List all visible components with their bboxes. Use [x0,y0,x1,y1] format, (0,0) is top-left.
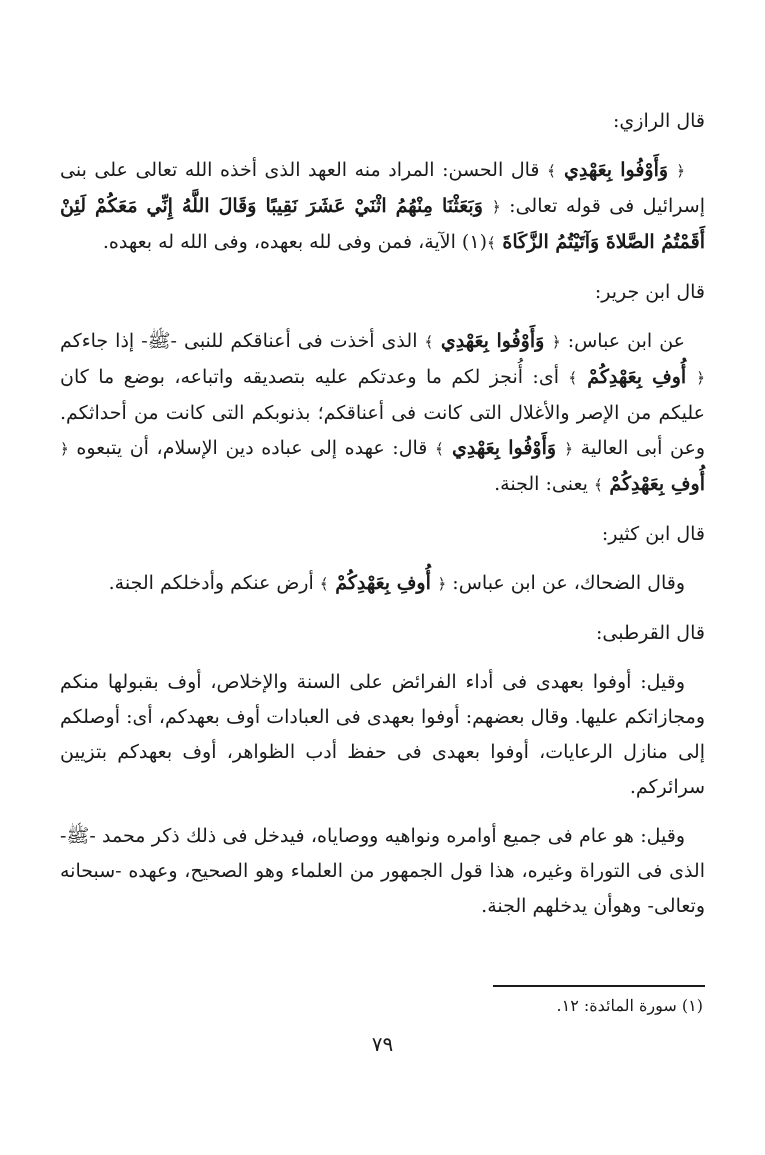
text-run: وقيل: أوفوا بعهدى فى أداء الفرائض على السنة والإخلاص، أوف بقبولها منكم ومجازاتكم عليها. وقال بعضهم: أوفوا بعهدى فى العبادات أوف بعهدكم، أى: أوصلكم إلى منازل الرعايات، أوفوا بعهدى فى حفظ أدب الظواهر، أوف بعهدكم بتزيين سرائركم. [60,671,705,798]
section-heading: قال القرطبى: [596,622,705,644]
paragraph [60,665,705,805]
paragraph [60,566,705,602]
page-body [60,104,705,924]
quran-bracket: ﴾ [593,476,603,494]
text-run: قال الحسن: المراد منه العهد الذى أخذه الله تعالى على بنى إسرائيل فى قوله تعالى: [60,159,705,217]
quran-bracket: ﴿ [696,369,706,387]
quran-verse: أُوفِ بِعَهْدِكُمْ [328,572,438,594]
text-run: أرض عنكم وأدخلكم الجنة. [108,572,320,594]
paragraph [60,153,705,261]
paragraph [60,819,705,924]
footnote: (١) سورة المائدة: ١٢. [556,996,703,1015]
quran-bracket: ﴾ [319,575,329,593]
quran-bracket: ﴿ [60,440,69,458]
quran-bracket: ﴿ [437,575,447,593]
text-run: (١) الآية، فمن وفى لله بعهده، وفى الله له بعهده. [102,231,487,253]
quran-verse: أُوفِ بِعَهْدِكُمْ [602,473,705,495]
quran-verse: وَأَوْفُوا بِعَهْدِي [443,437,565,459]
text-run: وقال الضحاك، عن ابن عباس: [446,572,685,594]
quran-verse: وَأَوْفُوا بِعَهْدِي [433,330,552,352]
footnote-divider [493,985,705,987]
section-heading: قال ابن كثير: [601,523,705,545]
quran-bracket: ﴾ [486,234,496,252]
quran-verse: أُوفِ بِعَهْدِكُمْ [577,366,697,388]
quran-bracket: ﴾ [424,333,434,351]
section-heading: قال ابن جرير: [594,281,705,303]
page-number: ٧٩ [371,1032,394,1056]
quran-bracket: ﴾ [547,162,556,180]
paragraph [60,324,705,503]
quran-verse: وَأَوْفُوا بِعَهْدِي [555,159,677,181]
text-run: الذى أخذت فى أعناقكم للنبى -ﷺ- إذا جاءكم [60,330,425,352]
quran-bracket: ﴿ [551,333,561,351]
quran-bracket: ﴾ [435,440,444,458]
section-heading: قال الرازي: [613,110,705,132]
quran-bracket: ﴿ [564,440,574,458]
text-run: يعنى: الجنة. [494,473,594,495]
text-run: أى: أُنجز لكم ما وعدتكم عليه بتصديقه واتباعه، بوضع ما كان عليكم من الإصر والأغلال التى كانت فى أعناقكم؛ بذنوبكم التى كانت من أحداثكم. وعن أبى العالية [60,366,705,459]
quran-verse: وَبَعَثْنَا مِنْهُمُ اثْنَيْ عَشَرَ نَقِيبًا وَقَالَ اللَّهُ إِنِّي مَعَكُمْ لَئِنْ أَقَمْتُمُ الصَّلاةَ وَآتَيْتُمُ الزَّكَاةَ [60,195,705,253]
text-run: قال: عهده إلى عباده دين الإسلام، أن يتبعوه [68,437,436,459]
quran-bracket: ﴿ [491,198,501,216]
quran-bracket: ﴿ [676,162,685,180]
quran-bracket: ﴾ [568,369,578,387]
text-run: عن ابن عباس: [560,330,685,352]
text-run: وقيل: هو عام فى جميع أوامره ونواهيه ووصاياه، فيدخل فى ذلك ذكر محمد -ﷺ- الذى فى التوراة وغيره، هذا قول الجمهور من العلماء وهو الصحيح، وعهده -سبحانه وتعالى- وهوأن يدخلهم الجنة. [60,825,705,917]
